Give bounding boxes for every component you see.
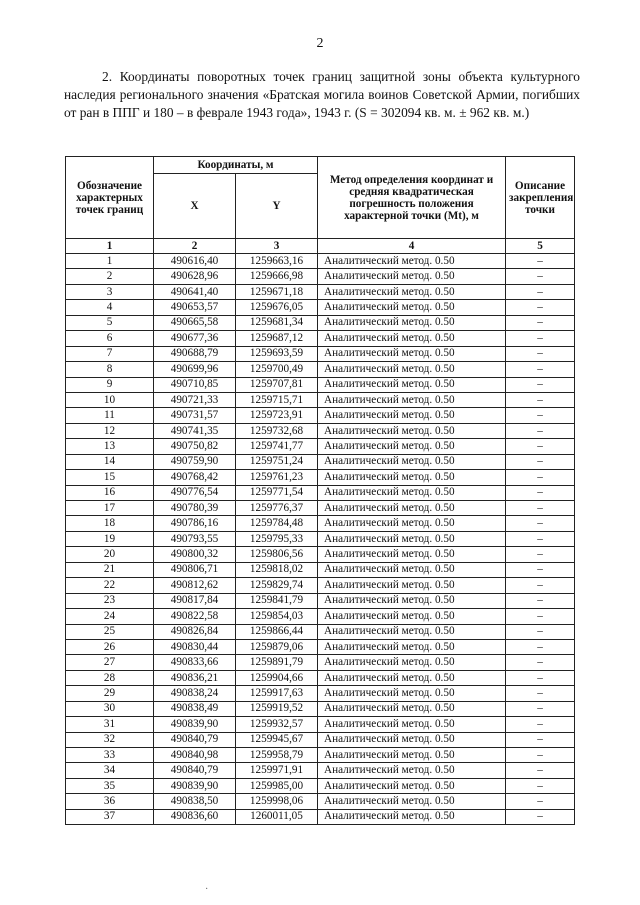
- cell-x: 490793,55: [154, 531, 236, 546]
- cell-method: Аналитический метод. 0.50: [318, 686, 506, 701]
- cell-description: –: [506, 284, 575, 299]
- cell-point-number: 35: [66, 778, 154, 793]
- cell-point-number: 29: [66, 686, 154, 701]
- cell-x: 490836,60: [154, 809, 236, 824]
- cell-point-number: 20: [66, 547, 154, 562]
- cell-x: 490780,39: [154, 501, 236, 516]
- cell-x: 490616,40: [154, 254, 236, 269]
- cell-method: Аналитический метод. 0.50: [318, 578, 506, 593]
- cell-point-number: 16: [66, 485, 154, 500]
- cell-y: 1259784,48: [236, 516, 318, 531]
- column-number: 1: [66, 239, 154, 254]
- cell-method: Аналитический метод. 0.50: [318, 732, 506, 747]
- cell-description: –: [506, 763, 575, 778]
- cell-description: –: [506, 809, 575, 824]
- table-row: [66, 423, 575, 438]
- cell-x: 490833,66: [154, 655, 236, 670]
- cell-x: 490838,49: [154, 701, 236, 716]
- table-row: [66, 439, 575, 454]
- header-method: Метод определения координат и средняя квадратическая погрешность положения характерной точки (Mt), м: [318, 157, 506, 239]
- table-row: [66, 392, 575, 407]
- cell-point-number: 6: [66, 331, 154, 346]
- cell-description: –: [506, 578, 575, 593]
- cell-description: –: [506, 269, 575, 284]
- cell-method: Аналитический метод. 0.50: [318, 454, 506, 469]
- cell-method: Аналитический метод. 0.50: [318, 794, 506, 809]
- cell-description: –: [506, 732, 575, 747]
- cell-method: Аналитический метод. 0.50: [318, 346, 506, 361]
- page-number: 2: [316, 36, 324, 51]
- cell-description: –: [506, 408, 575, 423]
- cell-description: –: [506, 562, 575, 577]
- table-row: [66, 701, 575, 716]
- cell-method: Аналитический метод. 0.50: [318, 269, 506, 284]
- table-row: [66, 547, 575, 562]
- cell-point-number: 13: [66, 439, 154, 454]
- table-row: [66, 408, 575, 423]
- table-row: [66, 748, 575, 763]
- table-row: [66, 794, 575, 809]
- cell-y: 1259771,54: [236, 485, 318, 500]
- cell-description: –: [506, 331, 575, 346]
- cell-y: 1259945,67: [236, 732, 318, 747]
- cell-description: –: [506, 254, 575, 269]
- cell-description: –: [506, 655, 575, 670]
- cell-point-number: 2: [66, 269, 154, 284]
- cell-point-number: 34: [66, 763, 154, 778]
- table-row: [66, 655, 575, 670]
- cell-method: Аналитический метод. 0.50: [318, 300, 506, 315]
- cell-description: –: [506, 485, 575, 500]
- cell-y: 1259917,63: [236, 686, 318, 701]
- cell-point-number: 14: [66, 454, 154, 469]
- cell-method: Аналитический метод. 0.50: [318, 408, 506, 423]
- cell-point-number: 5: [66, 315, 154, 330]
- cell-method: Аналитический метод. 0.50: [318, 717, 506, 732]
- cell-y: 1259732,68: [236, 423, 318, 438]
- cell-point-number: 15: [66, 470, 154, 485]
- cell-description: –: [506, 686, 575, 701]
- cell-point-number: 26: [66, 639, 154, 654]
- cell-description: –: [506, 794, 575, 809]
- cell-x: 490628,96: [154, 269, 236, 284]
- cell-description: –: [506, 346, 575, 361]
- cell-description: –: [506, 778, 575, 793]
- cell-y: 1259841,79: [236, 593, 318, 608]
- cell-description: –: [506, 717, 575, 732]
- cell-x: 490826,84: [154, 624, 236, 639]
- cell-point-number: 17: [66, 501, 154, 516]
- cell-method: Аналитический метод. 0.50: [318, 670, 506, 685]
- column-number: 3: [236, 239, 318, 254]
- cell-y: 1259958,79: [236, 748, 318, 763]
- cell-description: –: [506, 423, 575, 438]
- cell-x: 490838,24: [154, 686, 236, 701]
- cell-x: 490665,58: [154, 315, 236, 330]
- cell-y: 1259919,52: [236, 701, 318, 716]
- cell-point-number: 18: [66, 516, 154, 531]
- cell-x: 490830,44: [154, 639, 236, 654]
- table-row: [66, 670, 575, 685]
- cell-method: Аналитический метод. 0.50: [318, 439, 506, 454]
- cell-point-number: 8: [66, 362, 154, 377]
- cell-x: 490817,84: [154, 593, 236, 608]
- cell-point-number: 23: [66, 593, 154, 608]
- cell-method: Аналитический метод. 0.50: [318, 485, 506, 500]
- section-heading: [64, 68, 580, 122]
- cell-y: 1259700,49: [236, 362, 318, 377]
- header-x: X: [154, 174, 236, 239]
- cell-y: 1259693,59: [236, 346, 318, 361]
- cell-y: 1260011,05: [236, 809, 318, 824]
- cell-y: 1259676,05: [236, 300, 318, 315]
- coordinates-table: [65, 156, 575, 825]
- cell-x: 490840,98: [154, 748, 236, 763]
- cell-x: 490677,36: [154, 331, 236, 346]
- cell-point-number: 32: [66, 732, 154, 747]
- cell-description: –: [506, 392, 575, 407]
- cell-method: Аналитический метод. 0.50: [318, 624, 506, 639]
- cell-description: –: [506, 516, 575, 531]
- header-coordinates: Координаты, м: [154, 157, 318, 174]
- cell-point-number: 9: [66, 377, 154, 392]
- cell-description: –: [506, 593, 575, 608]
- cell-description: –: [506, 377, 575, 392]
- cell-x: 490839,90: [154, 717, 236, 732]
- cell-y: 1259932,57: [236, 717, 318, 732]
- cell-x: 490731,57: [154, 408, 236, 423]
- cell-method: Аналитический метод. 0.50: [318, 593, 506, 608]
- cell-y: 1259998,06: [236, 794, 318, 809]
- table-header: [66, 157, 575, 254]
- table-row: [66, 609, 575, 624]
- cell-y: 1259751,24: [236, 454, 318, 469]
- column-number: 4: [318, 239, 506, 254]
- cell-y: 1259723,91: [236, 408, 318, 423]
- cell-description: –: [506, 624, 575, 639]
- cell-description: –: [506, 547, 575, 562]
- table-row: [66, 562, 575, 577]
- cell-y: 1259879,06: [236, 639, 318, 654]
- column-number: 5: [506, 239, 575, 254]
- cell-method: Аналитический метод. 0.50: [318, 377, 506, 392]
- cell-x: 490741,35: [154, 423, 236, 438]
- table-row: [66, 284, 575, 299]
- cell-description: –: [506, 300, 575, 315]
- cell-method: Аналитический метод. 0.50: [318, 531, 506, 546]
- cell-method: Аналитический метод. 0.50: [318, 254, 506, 269]
- scan-speck: ·: [205, 884, 209, 895]
- cell-point-number: 3: [66, 284, 154, 299]
- cell-y: 1259761,23: [236, 470, 318, 485]
- cell-y: 1259776,37: [236, 501, 318, 516]
- cell-x: 490776,54: [154, 485, 236, 500]
- cell-point-number: 37: [66, 809, 154, 824]
- cell-point-number: 33: [66, 748, 154, 763]
- cell-point-number: 7: [66, 346, 154, 361]
- cell-point-number: 24: [66, 609, 154, 624]
- table-row: [66, 377, 575, 392]
- table-row: [66, 362, 575, 377]
- table-row: [66, 717, 575, 732]
- cell-x: 490812,62: [154, 578, 236, 593]
- cell-method: Аналитический метод. 0.50: [318, 284, 506, 299]
- header-description: Описание закрепления точки: [506, 157, 575, 239]
- cell-x: 490840,79: [154, 732, 236, 747]
- cell-point-number: 36: [66, 794, 154, 809]
- table-row: [66, 315, 575, 330]
- cell-y: 1259715,71: [236, 392, 318, 407]
- table-row: [66, 778, 575, 793]
- cell-point-number: 27: [66, 655, 154, 670]
- cell-x: 490759,90: [154, 454, 236, 469]
- cell-point-number: 30: [66, 701, 154, 716]
- cell-method: Аналитический метод. 0.50: [318, 315, 506, 330]
- cell-y: 1259891,79: [236, 655, 318, 670]
- cell-point-number: 10: [66, 392, 154, 407]
- table-row: [66, 624, 575, 639]
- cell-method: Аналитический метод. 0.50: [318, 778, 506, 793]
- cell-description: –: [506, 501, 575, 516]
- cell-method: Аналитический метод. 0.50: [318, 655, 506, 670]
- cell-y: 1259741,77: [236, 439, 318, 454]
- cell-x: 490688,79: [154, 346, 236, 361]
- cell-x: 490836,21: [154, 670, 236, 685]
- cell-point-number: 28: [66, 670, 154, 685]
- cell-description: –: [506, 439, 575, 454]
- table-row: [66, 732, 575, 747]
- table-row: [66, 531, 575, 546]
- table-row: [66, 254, 575, 269]
- table-row: [66, 501, 575, 516]
- cell-description: –: [506, 362, 575, 377]
- table-row: [66, 593, 575, 608]
- cell-x: 490838,50: [154, 794, 236, 809]
- cell-x: 490710,85: [154, 377, 236, 392]
- cell-y: 1259795,33: [236, 531, 318, 546]
- table-row: [66, 809, 575, 824]
- cell-method: Аналитический метод. 0.50: [318, 748, 506, 763]
- cell-method: Аналитический метод. 0.50: [318, 501, 506, 516]
- cell-method: Аналитический метод. 0.50: [318, 362, 506, 377]
- cell-method: Аналитический метод. 0.50: [318, 547, 506, 562]
- cell-point-number: 12: [66, 423, 154, 438]
- table-row: [66, 763, 575, 778]
- cell-description: –: [506, 609, 575, 624]
- table-row: [66, 346, 575, 361]
- cell-x: 490806,71: [154, 562, 236, 577]
- cell-method: Аналитический метод. 0.50: [318, 331, 506, 346]
- table-row: [66, 269, 575, 284]
- table-row: [66, 454, 575, 469]
- cell-x: 490800,32: [154, 547, 236, 562]
- cell-point-number: 22: [66, 578, 154, 593]
- cell-y: 1259671,18: [236, 284, 318, 299]
- cell-method: Аналитический метод. 0.50: [318, 392, 506, 407]
- header-y: Y: [236, 174, 318, 239]
- cell-point-number: 31: [66, 717, 154, 732]
- cell-description: –: [506, 531, 575, 546]
- cell-method: Аналитический метод. 0.50: [318, 516, 506, 531]
- table-row: [66, 516, 575, 531]
- cell-point-number: 4: [66, 300, 154, 315]
- cell-y: 1259829,74: [236, 578, 318, 593]
- cell-method: Аналитический метод. 0.50: [318, 562, 506, 577]
- cell-method: Аналитический метод. 0.50: [318, 639, 506, 654]
- table-row: [66, 639, 575, 654]
- cell-y: 1259854,03: [236, 609, 318, 624]
- cell-point-number: 21: [66, 562, 154, 577]
- cell-y: 1259985,00: [236, 778, 318, 793]
- cell-x: 490699,96: [154, 362, 236, 377]
- cell-y: 1259806,56: [236, 547, 318, 562]
- table-body: [66, 254, 575, 825]
- cell-description: –: [506, 470, 575, 485]
- cell-point-number: 25: [66, 624, 154, 639]
- cell-y: 1259904,66: [236, 670, 318, 685]
- cell-y: 1259687,12: [236, 331, 318, 346]
- cell-point-number: 19: [66, 531, 154, 546]
- cell-method: Аналитический метод. 0.50: [318, 609, 506, 624]
- cell-x: 490641,40: [154, 284, 236, 299]
- cell-y: 1259663,16: [236, 254, 318, 269]
- cell-x: 490839,90: [154, 778, 236, 793]
- cell-x: 490721,33: [154, 392, 236, 407]
- cell-method: Аналитический метод. 0.50: [318, 763, 506, 778]
- cell-description: –: [506, 701, 575, 716]
- cell-y: 1259866,44: [236, 624, 318, 639]
- table-row: [66, 578, 575, 593]
- cell-x: 490750,82: [154, 439, 236, 454]
- cell-method: Аналитический метод. 0.50: [318, 423, 506, 438]
- cell-point-number: 11: [66, 408, 154, 423]
- cell-description: –: [506, 670, 575, 685]
- cell-description: –: [506, 315, 575, 330]
- cell-x: 490768,42: [154, 470, 236, 485]
- table-row: [66, 485, 575, 500]
- cell-description: –: [506, 639, 575, 654]
- cell-y: 1259666,98: [236, 269, 318, 284]
- column-number: 2: [154, 239, 236, 254]
- cell-method: Аналитический метод. 0.50: [318, 470, 506, 485]
- cell-x: 490653,57: [154, 300, 236, 315]
- cell-method: Аналитический метод. 0.50: [318, 809, 506, 824]
- header-point-label: Обозначение характерных точек границ: [66, 157, 154, 239]
- cell-method: Аналитический метод. 0.50: [318, 701, 506, 716]
- table-row: [66, 470, 575, 485]
- cell-y: 1259681,34: [236, 315, 318, 330]
- cell-x: 490840,79: [154, 763, 236, 778]
- table-row: [66, 300, 575, 315]
- cell-x: 490822,58: [154, 609, 236, 624]
- cell-description: –: [506, 454, 575, 469]
- table-row: [66, 686, 575, 701]
- cell-y: 1259707,81: [236, 377, 318, 392]
- section-heading-text: 2. Координаты поворотных точек границ защитной зоны объекта культурного наследия регионального значения «Братская могила воинов Советской Армии, погибших от ран в ППГ и 180 – в феврале 1943 года», 1943 г. (S = 302094 кв. м. ± 962 кв. м.): [64, 69, 580, 120]
- cell-y: 1259971,91: [236, 763, 318, 778]
- cell-y: 1259818,02: [236, 562, 318, 577]
- cell-point-number: 1: [66, 254, 154, 269]
- table-row: [66, 331, 575, 346]
- cell-x: 490786,16: [154, 516, 236, 531]
- cell-description: –: [506, 748, 575, 763]
